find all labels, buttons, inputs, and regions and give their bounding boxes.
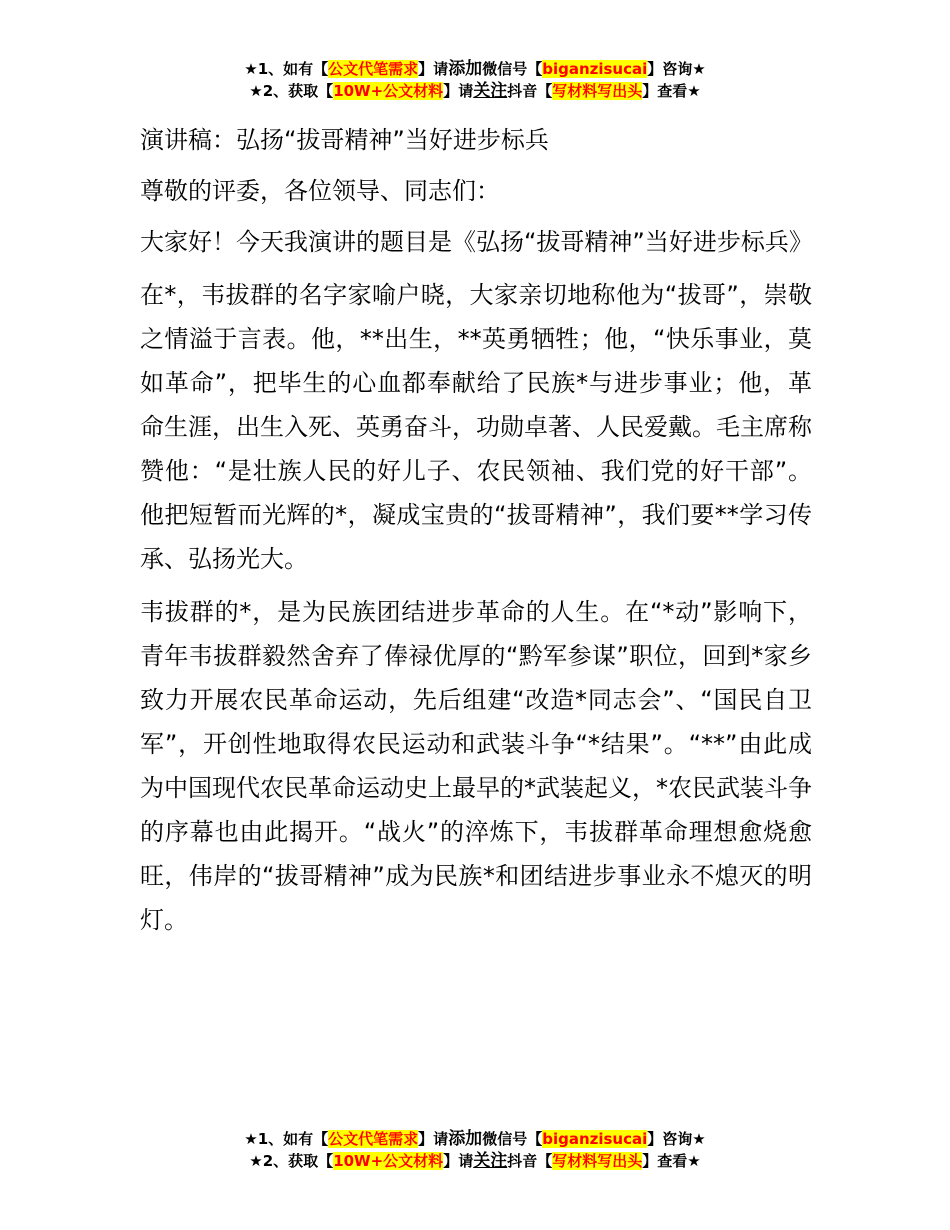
highlight-wechat-id: biganzisucai: [542, 1130, 648, 1148]
doc-salutation: 尊敬的评委，各位领导、同志们：: [140, 177, 500, 205]
highlight-materials: 10W+公文材料: [333, 82, 444, 100]
star-icon: ★: [692, 1130, 706, 1148]
banner-line-1: ★1、如有【公文代笔需求】请添加微信号【biganzisucai】咨询★: [244, 1129, 706, 1149]
footer-banner: [0, 1128, 950, 1172]
star-icon: ★: [692, 60, 706, 78]
star-icon: ★: [244, 1130, 258, 1148]
header-banner: [0, 58, 950, 102]
banner-line-2: ★2、获取【10W+公文材料】请关注抖音【写材料写出头】查看★: [249, 81, 701, 101]
star-icon: ★: [249, 82, 263, 100]
highlight-materials: 10W+公文材料: [333, 1152, 444, 1170]
star-icon: ★: [244, 60, 258, 78]
doc-title: 演讲稿：弘扬“拔哥精神”当好进步标兵: [140, 126, 549, 154]
banner-line-1: ★1、如有【公文代笔需求】请添加微信号【biganzisucai】咨询★: [244, 59, 706, 79]
banner-line-2: ★2、获取【10W+公文材料】请关注抖音【写材料写出头】查看★: [249, 1151, 701, 1171]
highlight-ghostwriting: 公文代笔需求: [328, 1130, 419, 1148]
star-icon: ★: [249, 1152, 263, 1170]
star-icon: ★: [687, 1152, 701, 1170]
doc-paragraph-1: 在*，韦拔群的名字家喻户晓，大家亲切地称他为“拔哥”，崇敬之情溢于言表。他，**出生，**英勇牺牲；他，“快乐事业，莫如革命”，把毕生的心血都奉献给了民族*与进步事业；他，革命生涯，出生入死、英勇奋斗，功勋卓著、人民爱戴。毛主席称赞他：“是壮族人民的好儿子、农民领袖、我们党的好干部”。他把短暂而光辉的*，凝成宝贵的“拔哥精神”，我们要**学习传承、弘扬光大。: [140, 281, 812, 573]
doc-paragraph-2: 韦拔群的*，是为民族团结进步革命的人生。在“*动”影响下，青年韦拔群毅然舍弃了俸禄优厚的“黔军参谋”职位，回到*家乡致力开展农民革命运动，先后组建“改造*同志会”、“国民自卫军”，开创性地取得农民运动和武装斗争“*结果”。“**”由此成为中国现代农民革命运动史上最早的*武装起义，*农民武装斗争的序幕也由此揭开。“战火”的淬炼下，韦拔群革命理想愈烧愈旺，伟岸的“拔哥精神”成为民族*和团结进步事业永不熄灭的明灯。: [140, 598, 812, 934]
star-icon: ★: [687, 82, 701, 100]
highlight-ghostwriting: 公文代笔需求: [328, 60, 419, 78]
highlight-wechat-id: biganzisucai: [542, 60, 648, 78]
document-body: [140, 118, 812, 951]
highlight-douyin: 写材料写出头: [552, 1152, 643, 1170]
doc-intro: 大家好！今天我演讲的题目是《弘扬“拔哥精神”当好进步标兵》: [140, 228, 813, 256]
highlight-douyin: 写材料写出头: [552, 82, 643, 100]
